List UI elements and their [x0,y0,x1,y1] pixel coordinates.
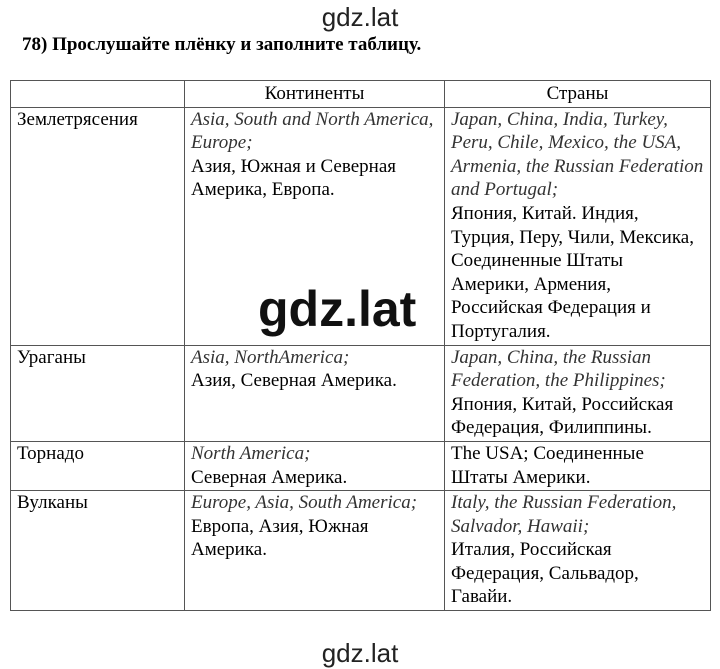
watermark-top: gdz.lat [321,2,399,32]
watermark-bottom: gdz.lat [321,638,399,668]
row-label: Вулканы [11,491,185,611]
table-row [11,441,711,490]
continents-russian: Азия, Северная Америка. [191,370,397,392]
table-header-row [11,81,711,108]
header-empty [11,81,185,108]
row-label: Торнадо [11,441,185,490]
continents-russian: Северная Америка. [191,466,348,488]
table-row [11,107,711,345]
countries-cell [445,491,711,611]
continents-english: Europe, Asia, South America; [191,492,418,514]
continents-russian: Европа, Азия, Южная Америка. [191,515,369,561]
header-continents: Континенты [185,81,445,108]
continents-cell [185,345,445,441]
continents-english: Asia, NorthAmerica; [191,346,350,368]
table-row [11,491,711,611]
countries-cell [445,107,711,345]
header-countries: Страны [445,81,711,108]
countries-cell [445,345,711,441]
countries-russian: The USA; Соединенные Штаты Америки. [451,442,644,488]
countries-russian: Япония, Китай, Российская Федерация, Филиппины. [451,393,674,439]
countries-russian: Италия, Российская Федерация, Сальвадор, Гавайи. [451,539,639,608]
task-title: 78) Прослушайте плёнку и заполните таблицу. [22,34,422,55]
countries-russian: Япония, Китай. Индия, Турция, Перу, Чили, Мексика, Соединенные Штаты Америки, Армения, Российская Федерация и Португалия. [451,202,694,342]
countries-english: Italy, the Russian Federation, Salvador, Hawaii; [451,492,677,537]
continents-cell [185,107,445,345]
row-label: Землетрясения [11,107,185,345]
continents-russian: Азия, Южная и Северная Америка, Европа. [191,155,397,201]
continents-english: North America; [191,442,311,464]
answer-table [10,80,711,611]
watermark-center: gdz.lat [258,281,417,337]
countries-english: Japan, China, the Russian Federation, the Philippines; [451,346,666,392]
continents-english: Asia, South and North America, Europe; [191,108,434,154]
countries-cell [445,441,711,490]
row-label: Ураганы [11,345,185,441]
continents-cell [185,491,445,611]
table-row [11,345,711,441]
continents-cell [185,441,445,490]
countries-english: Japan, China, India, Turkey, Peru, Chile, Mexico, the USA, Armenia, the Russian Federation and Portugal; [451,108,704,201]
